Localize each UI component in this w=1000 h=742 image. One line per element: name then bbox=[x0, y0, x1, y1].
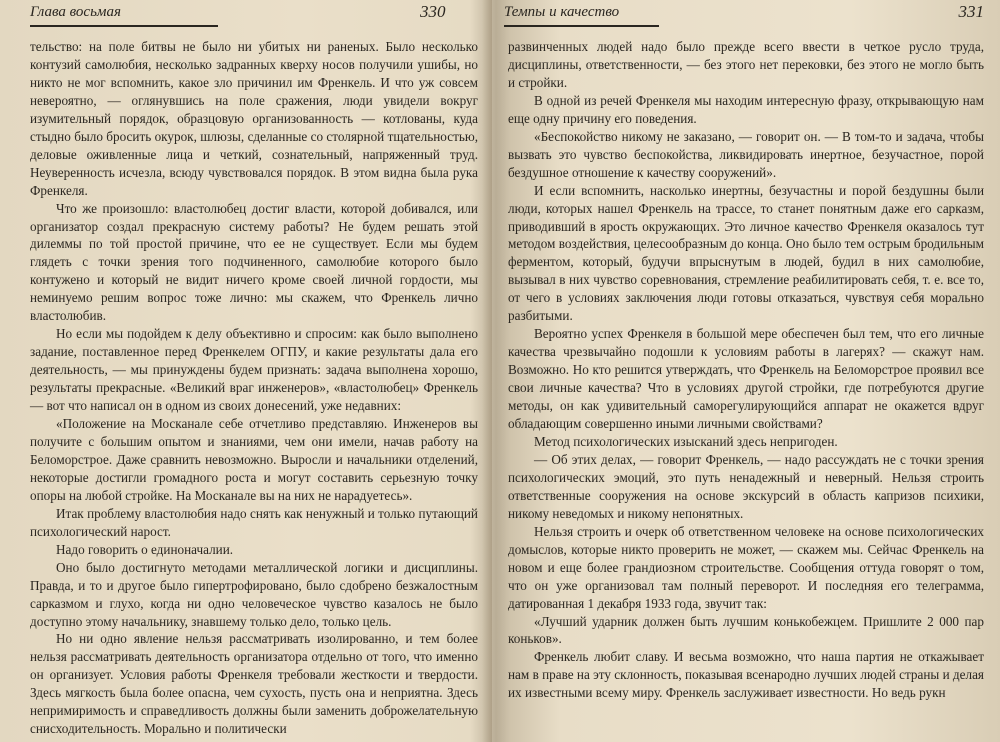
paragraph: тельство: на поле битвы не было ни убитых ни раненых. Было несколько контузий самолюбия, несколько задранных кверху носов получили ушибы, но никто не мог вспомнить, какое зло причинил им Френкель. И что уж совсем невероятно, — оглянувшись на поле сражения, люди увидели вокруг изумительный порядок, образцовую организованность — котлованы, куда стыдно было бросить окурок, шлюзы, сделанные со столярной тщательностью, деловые оживленные лица и четкий, сознательный, напряженный труд. Неуверенность исчезла, всюду чувствовался порядок. В этом видна была рука Френкеля. bbox=[30, 39, 478, 198]
quote-paragraph: «Беспокойство никому не заказано, — говорит он. — В том-то и задача, чтобы вызвать это чувство беспокойства, ликвидировать инертное, безучастное, порой бездушное отношение к качеству сооружений». bbox=[508, 128, 984, 180]
right-header-rule bbox=[504, 25, 659, 27]
right-page bbox=[500, 0, 1000, 742]
right-header-title: Темпы и качество bbox=[504, 4, 620, 20]
paragraph: Оно было достигнуто методами металлической логики и дисциплины. Правда, и то и другое было гипертрофировано, было сдобрено безжалостным сарказмом и глухо, когда ни одно человеческое чувство казалось не было доступно этому начальнику, знавшему только дело, только цель. bbox=[30, 559, 478, 629]
paragraph: В одной из речей Френкеля мы находим интересную фразу, открывающую нам еще одну причину его поведения. bbox=[508, 92, 984, 126]
paragraph: Итак проблему властолюбия надо снять как ненужный и только путающий психологический нарост. bbox=[30, 505, 478, 539]
left-page-text bbox=[30, 38, 478, 738]
right-running-header bbox=[504, 4, 984, 26]
quote-paragraph: «Лучший ударник должен быть лучшим конькобежцем. Пришлите 2 000 пар коньков». bbox=[508, 613, 984, 647]
left-page-number: 330 bbox=[420, 2, 446, 21]
paragraph: Надо говорить о единоначалии. bbox=[56, 541, 234, 557]
paragraph: И если вспомнить, насколько инертны, безучастны и порой бездушны были люди, которых нашел Френкель на трассе, то станет понятным даже его сарказм, приводивший в ярость окружающих. Это личное качество Френкеля оказалось тут методом воздействия, целесообразным до конца. Оно было тем острым бродильным ферментом, который, будучи впрыснутым в людей, будил в них самолюбие, вызывал в них чувство соревнования, стремление реабилитировать себя, т. е. все то, от чего в условиях заключения люди готовы отказаться, чувствуя себя морально разбитыми. bbox=[508, 182, 984, 324]
right-page-text bbox=[508, 38, 984, 702]
paragraph: Что же произошло: властолюбец достиг власти, которой добивался, или организатор создал прекрасную систему работы? Не будем решать этой дилеммы по той простой причине, что ее не существует. Если мы будем глядеть с точки зрения того подчиненного, самолюбие которого было контужено и который не видит ничего кроме своей личной гордости, мы неминуемо решим вопрос тоже лично: мы скажем, что Френкель лично властолюбив. bbox=[30, 200, 478, 324]
paragraph: Но если мы подойдем к делу объективно и спросим: как было выполнено задание, поставленное перед Френкелем ОГПУ, и какие результаты дала его деятельность, — мы принуждены будем признать: задача выполнена хорошо, результаты прекрасные. «Великий враг инженеров», «властолюбец» Френкель — вот что написал он в одном из своих донесений, уже недавних: bbox=[30, 326, 478, 414]
paragraph: — Об этих делах, — говорит Френкель, — надо рассуждать не с точки зрения психологических эмоций, это путь ненадежный и неверный. Нельзя строить ответственные сооружения на основе экскурсий в область капризов психики, никому неведомых и никому непонятных. bbox=[508, 451, 984, 521]
paragraph: Вероятно успех Френкеля в большой мере обеспечен был тем, что его личные качества чрезвычайно подошли к условиям работы в лагерях? — скажут нам. Возможно. Но кто решится утверждать, что Френкель на Беломорстрое проявил все свои личные качества? Что в условиях другой стройки, где потребуются другие методы, он как удивительный саморегулирующийся аппарат не окажется вдруг обладающим совершенно иными личными свойствами? bbox=[508, 326, 984, 432]
paragraph: Метод психологических изысканий здесь непригоден. bbox=[534, 433, 838, 449]
paragraph: Но ни одно явление нельзя рассматривать изолированно, и тем более нельзя рассматривать деятельность организатора отдельно от того, что именно он организует. Условия работы Френкеля требовали жесткости и твердости. Здесь мягкость была более опасна, чем сухость, пусть она и неприятна. Здесь непримиримость и справедливость должны были заменить доброжелательную снисходительность. Морально и политически bbox=[30, 631, 478, 737]
paragraph: Френкель любит славу. И весьма возможно, что наша партия не откажывает нам в праве на эту склонность, показывая всенародно лучших людей страны и делая их известными всему миру. Френкель заслуживает известности. Но ведь рукн bbox=[508, 649, 984, 701]
gutter-shadow bbox=[482, 0, 492, 742]
left-header-title: Глава восьмая bbox=[30, 4, 121, 20]
left-page bbox=[0, 0, 492, 742]
left-running-header bbox=[30, 4, 478, 26]
paragraph: Нельзя строить и очерк об ответственном человеке на основе психологических домыслов, которые никто проверить не может, — скажем мы. Сейчас Френкель на новом и еще более грандиозном строительстве. Сообщения оттуда говорят о том, что он уже организовал там полный переворот. И последняя его телеграмма, датированная 1 декабря 1933 года, звучит так: bbox=[508, 523, 984, 611]
quote-paragraph: «Положение на Москанале себе отчетливо представляю. Инженеров вы получите с большим опытом и знаниями, чем они имели, начав работу на Беломорстрое. Даже сравнить невозможно. Выросли и начальники отделений, некоторые достигли громадного роста и могут составить серьезную точку опоры на любой стройке. На Москанале вы на них не нарадуетесь». bbox=[30, 416, 478, 503]
paragraph: развинченных людей надо было прежде всего ввести в четкое русло труда, дисциплины, ответственности, — без этого нет перековки, без этого не могло быть и стройки. bbox=[508, 39, 984, 90]
right-page-number: 331 bbox=[958, 2, 984, 21]
left-header-rule bbox=[30, 25, 218, 27]
